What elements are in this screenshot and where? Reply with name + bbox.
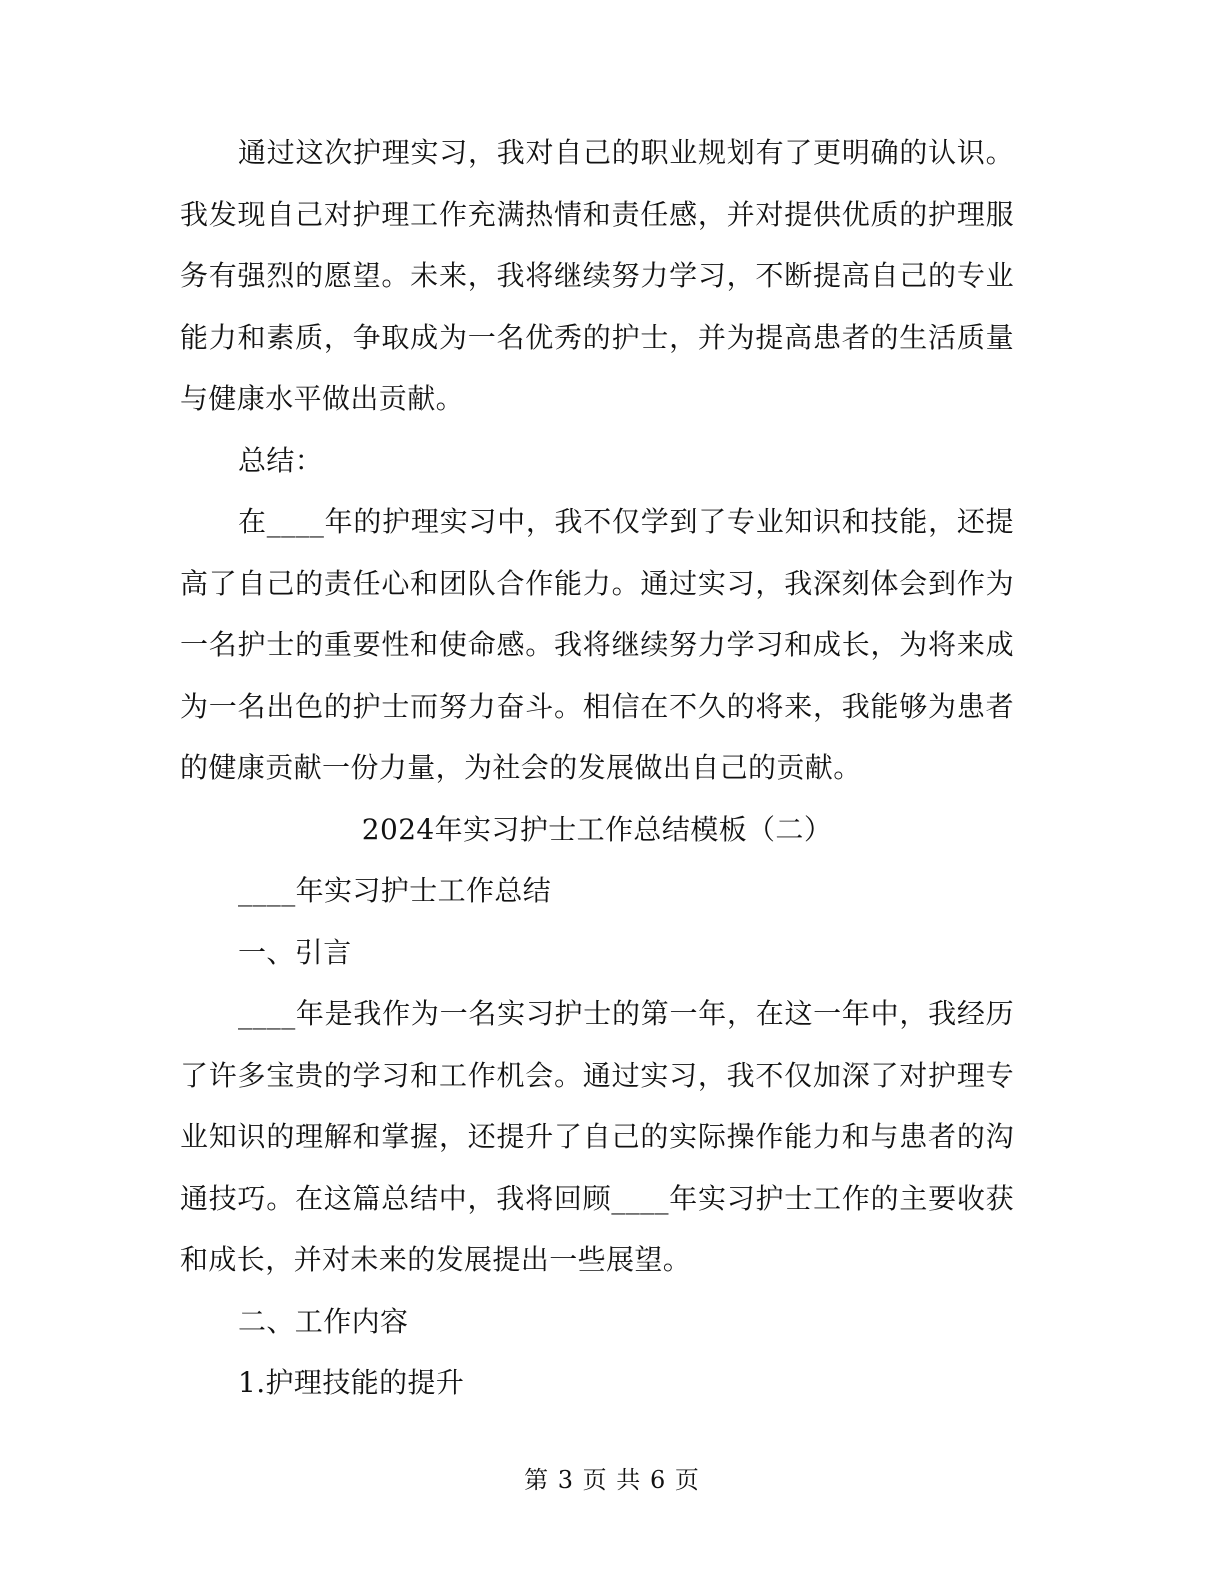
summary-label: 总结： [238, 443, 324, 477]
heading-work-content: 二、工作内容 [238, 1304, 409, 1338]
report-title: ____年实习护士工作总结 [238, 874, 552, 907]
section-title: 2024年实习护士工作总结模板（二） [361, 812, 833, 846]
paragraph-summary: 在____年的护理实习中，我不仅学到了专业知识和技能，还提高了自己的责任心和团队合作能力。通过实习，我深刻体会到作为一名护士的重要性和使命感。我将继续努力学习和成长，为将来成为一名出色的护士而努力奋斗。相信在不久的将来，我能够为患者的健康贡献一份力量，为社会的发展做出自己的贡献。 [180, 505, 1014, 784]
paragraph-career-plan: 通过这次护理实习，我对自己的职业规划有了更明确的认识。我发现自己对护理工作充满热情和责任感，并对提供优质的护理服务有强烈的愿望。未来，我将继续努力学习，不断提高自己的专业能力和素质，争取成为一名优秀的护士，并为提高患者的生活质量与健康水平做出贡献。 [180, 136, 1014, 415]
heading-introduction: 一、引言 [238, 935, 352, 969]
subheading-skills: 1.护理技能的提升 [238, 1366, 465, 1399]
paragraph-introduction: ____年是我作为一名实习护士的第一年，在这一年中，我经历了许多宝贵的学习和工作机会。通过实习，我不仅加深了对护理专业知识的理解和掌握，还提升了自己的实际操作能力和与患者的沟通技巧。在这篇总结中，我将回顾____年实习护士工作的主要收获和成长，并对未来的发展提出一些展望。 [180, 997, 1014, 1276]
document-body [180, 122, 1014, 1414]
page-number-footer: 第 3 页 共 6 页 [524, 1466, 700, 1494]
